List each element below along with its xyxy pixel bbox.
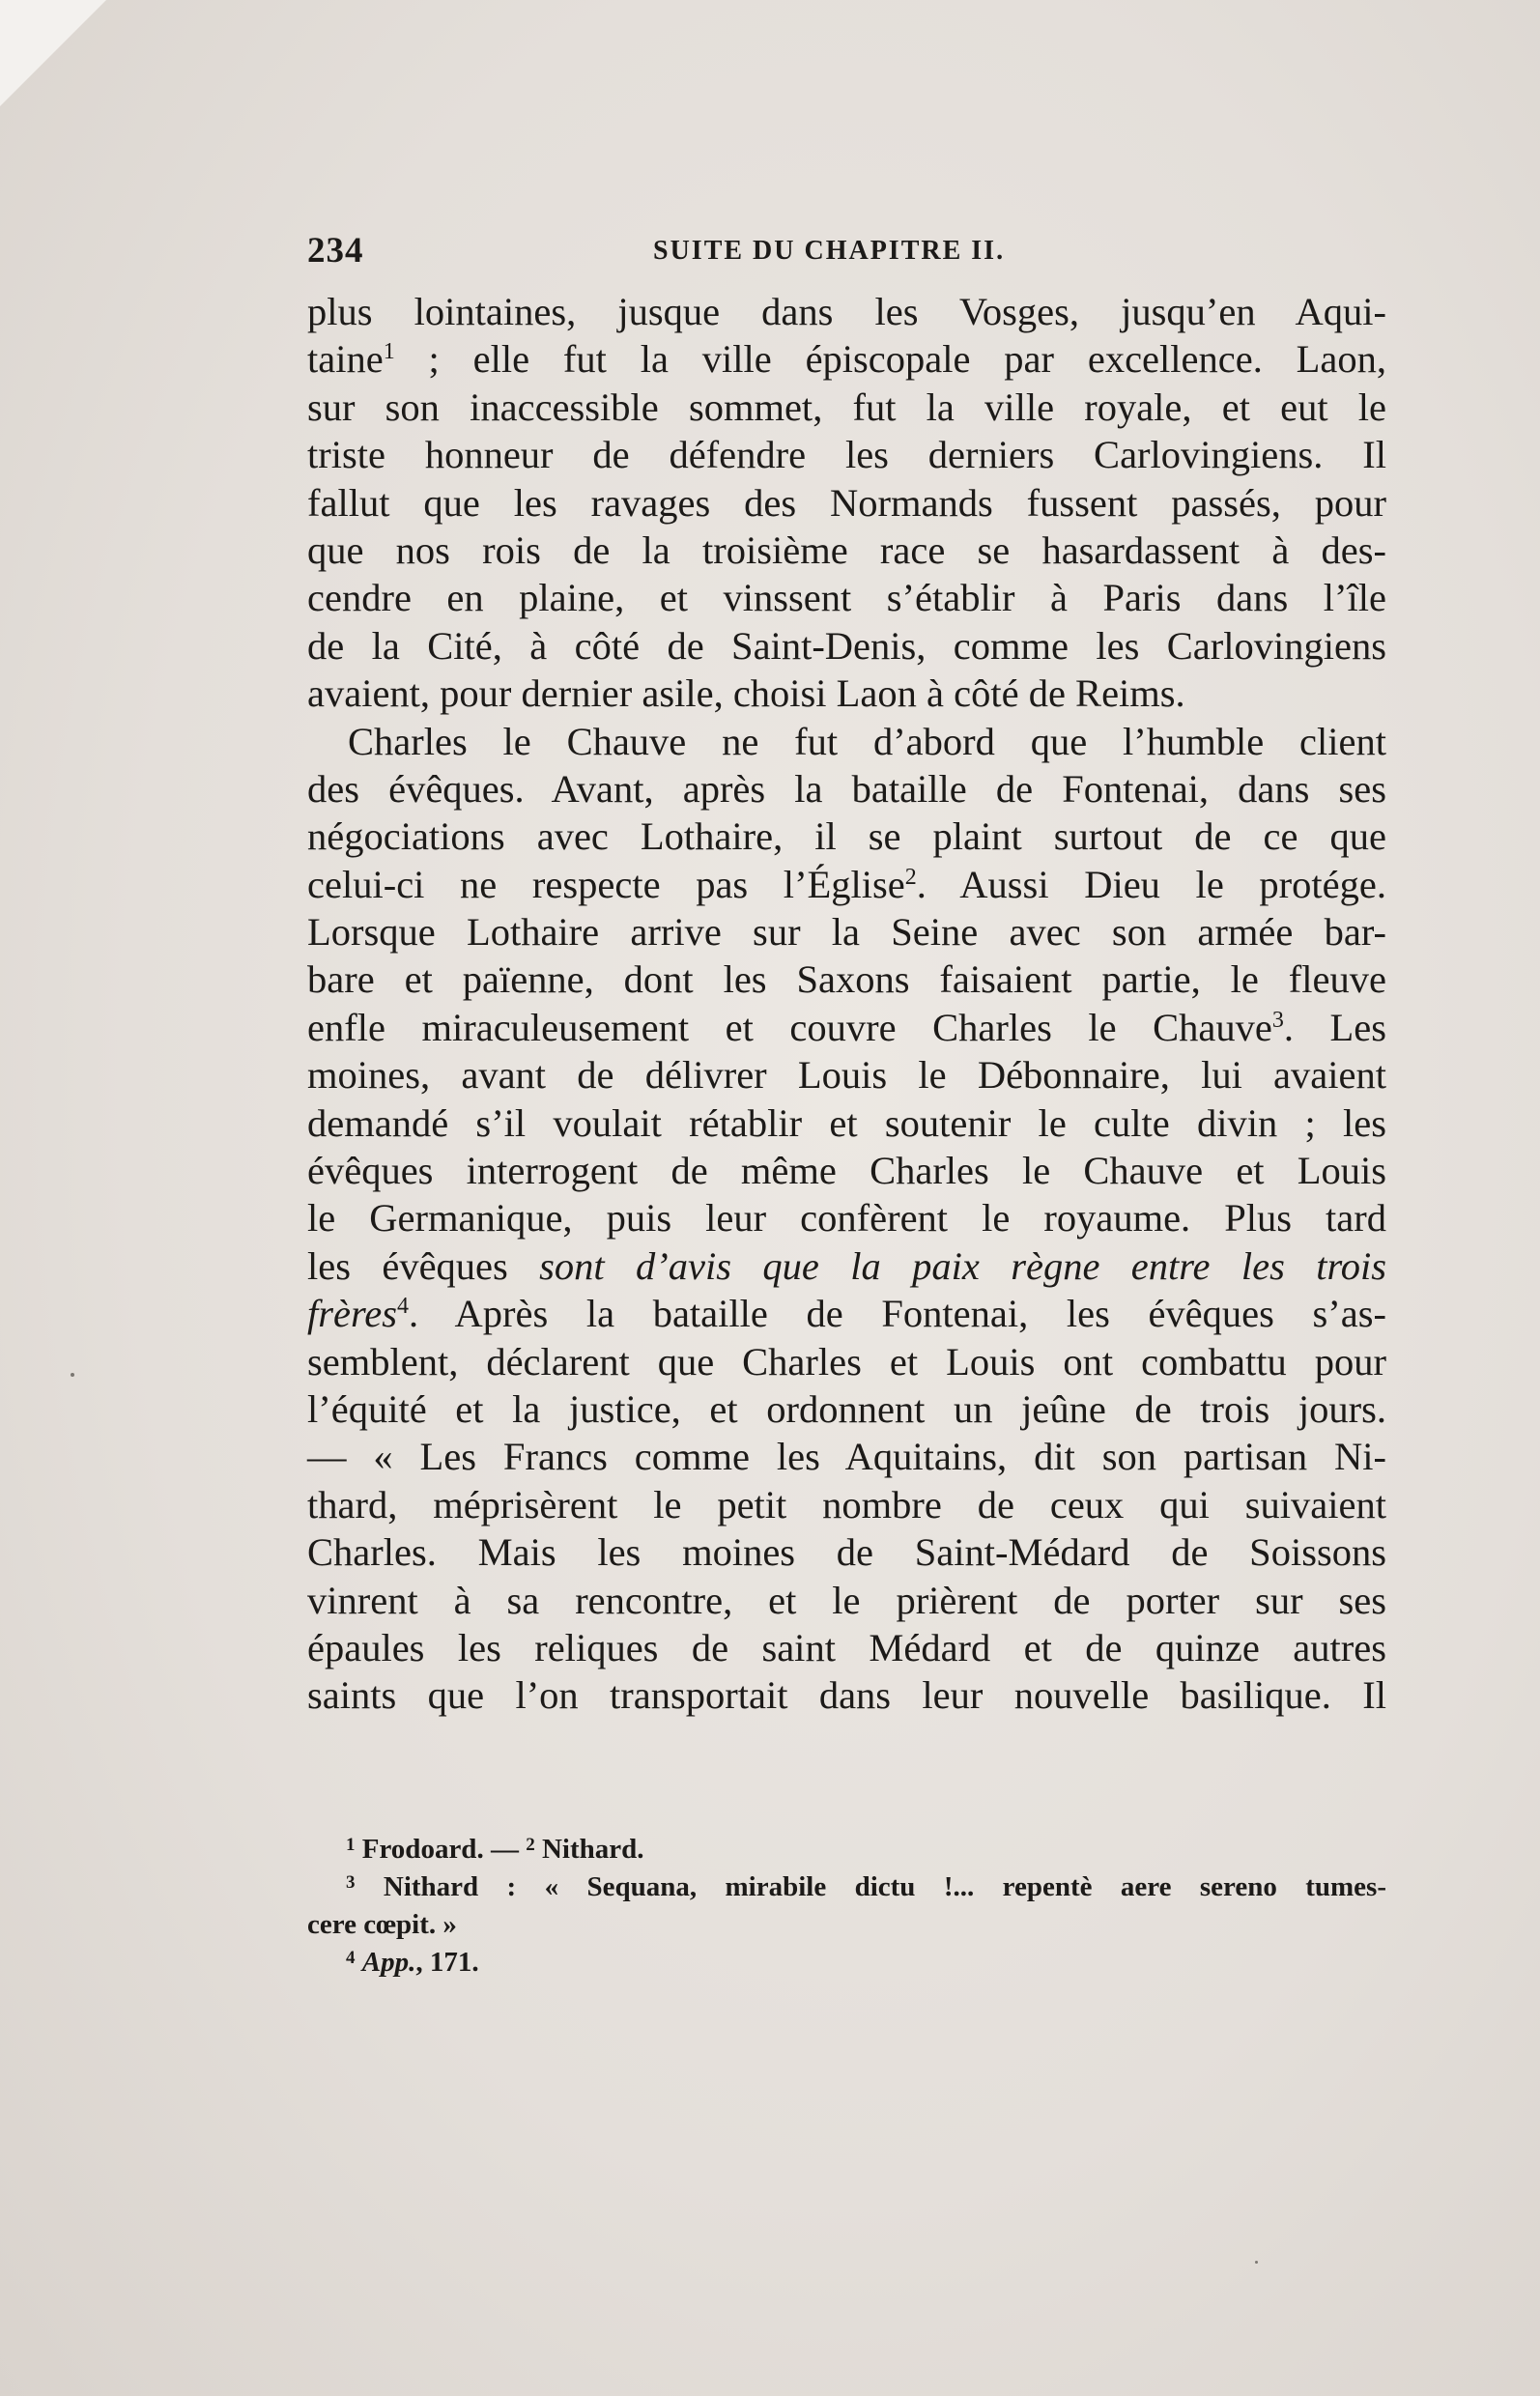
text-line [307, 479, 1386, 527]
text-segment: saints que l’on transportait dans leur nouvelle basilique. Il [307, 1673, 1386, 1718]
text-segment: triste honneur de défendre les derniers Carlovingiens. Il [307, 433, 1386, 477]
text-segment: — « Les Francs comme les Aquitains, dit son partisan Ni- [307, 1435, 1386, 1479]
text-segment: taine [307, 337, 384, 382]
text-segment: semblent, déclarent que Charles et Louis ont combattu pour [307, 1339, 1386, 1383]
text-line [307, 861, 1386, 908]
text-line [307, 908, 1386, 956]
text-line [307, 1671, 1386, 1719]
text-line [307, 431, 1386, 478]
text-line [307, 335, 1386, 383]
text-segment: avaient, pour dernier asile, choisi Laon à côté de Reims. [307, 671, 1185, 716]
text-segment: des évêques. Avant, après la bataille de Fontenai, dans ses [307, 766, 1386, 811]
text-segment: sur son inaccessible sommet, fut la ville royale, et eut le [307, 385, 1386, 429]
text-line [307, 718, 1386, 765]
text-line [307, 1433, 1386, 1480]
text-line [307, 670, 1386, 717]
footnote-number: 4 [346, 1948, 356, 1968]
text-segment: Nithard : « Sequana, mirabile dictu !... repentè aere sereno tumes- [355, 1871, 1386, 1902]
text-segment: cendre en plaine, et vinssent s’établir à Paris dans l’île [307, 576, 1386, 620]
body-text [307, 288, 1386, 1720]
text-segment: évêques interrogent de même Charles le Chauve et Louis [307, 1149, 1386, 1193]
text-segment: Frodoard. — [355, 1834, 527, 1865]
footnote-reference: 2 [904, 864, 917, 890]
text-segment: plus lointaines, jusque dans les Vosges, jusqu’en Aqui- [307, 290, 1386, 333]
text-line [307, 527, 1386, 574]
text-segment: Charles. Mais les moines de Saint-Médard de Soissons [307, 1530, 1386, 1575]
text-line [307, 1099, 1386, 1147]
footnote-line [307, 1906, 1386, 1944]
text-segment: bare et païenne, dont les Saxons faisaient partie, le fleuve [307, 957, 1386, 1002]
footnotes [307, 1831, 1386, 1982]
text-line [307, 813, 1386, 860]
text-segment: , 171. [415, 1947, 479, 1978]
text-line [307, 1004, 1386, 1051]
text-segment: enfle miraculeusement et couvre Charles le Chauve [307, 1005, 1272, 1049]
footnote-line [307, 1831, 1386, 1868]
text-segment: demandé s’il voulait rétablir et soutenir le culte divin ; les [307, 1100, 1386, 1145]
text-segment: . Après la bataille de Fontenai, les évêques s’as- [408, 1292, 1386, 1336]
text-line [307, 1194, 1386, 1241]
text-segment: épaules les reliques de saint Médard et de quinze autres [307, 1625, 1386, 1669]
text-line [307, 1242, 1386, 1290]
running-head: SUITE DU CHAPITRE II. [653, 236, 1006, 266]
text-segment: vinrent à sa rencontre, et le prièrent de porter sur ses [307, 1578, 1386, 1622]
text-segment: thard, méprisèrent le petit nombre de ceux qui suivaient [307, 1482, 1386, 1526]
text-line [307, 1481, 1386, 1528]
text-line [307, 622, 1386, 670]
text-segment: Charles le Chauve ne fut d’abord que l’humble client [348, 719, 1386, 763]
footnote-number: 3 [346, 1872, 356, 1893]
page-corner [0, 0, 106, 106]
text-line [307, 1147, 1386, 1194]
footnote-line [307, 1868, 1386, 1906]
text-line [307, 574, 1386, 621]
paper-speck [1255, 2261, 1258, 2264]
text-line [307, 1624, 1386, 1671]
text-segment: le Germanique, puis leur confèrent le royaume. Plus tard [307, 1196, 1386, 1241]
text-line [307, 956, 1386, 1003]
text-line [307, 1385, 1386, 1433]
footnote-line [307, 1944, 1386, 1982]
text-segment: ; elle fut la ville épiscopale par excellence. Laon, [394, 337, 1386, 382]
text-segment: de la Cité, à côté de Saint-Denis, comme les Carlovingiens [307, 623, 1386, 668]
text-segment: cere cœpit. » [307, 1909, 457, 1940]
text-line [307, 1338, 1386, 1385]
footnote-number: 2 [526, 1835, 535, 1855]
text-segment: que nos rois de la troisième race se hasardassent à des- [307, 528, 1386, 572]
italic-text: frères [307, 1292, 397, 1336]
text-segment: Nithard. [534, 1834, 644, 1865]
page-header [307, 230, 1384, 269]
text-segment: Lorsque Lothaire arrive sur la Seine avec son armée bar- [307, 910, 1386, 955]
text-segment: celui-ci ne respecte pas l’Église [307, 862, 905, 906]
text-segment: les évêques [307, 1243, 540, 1288]
text-segment: l’équité et la justice, et ordonnent un jeûne de trois jours. [307, 1386, 1386, 1431]
text-segment: . Aussi Dieu le protége. [916, 862, 1386, 906]
text-line [307, 288, 1386, 335]
footnote-reference: 3 [1271, 1007, 1284, 1033]
text-segment [356, 1947, 362, 1978]
text-segment: moines, avant de délivrer Louis le Débonnaire, lui avaient [307, 1053, 1386, 1098]
italic-text: App. [361, 1947, 416, 1978]
text-line [307, 384, 1386, 431]
text-line [307, 1577, 1386, 1624]
footnote-reference: 1 [383, 339, 395, 365]
text-segment: . Les [1283, 1005, 1386, 1049]
footnote-number: 1 [346, 1835, 356, 1855]
text-segment: fallut que les ravages des Normands fussent passés, pour [307, 480, 1386, 525]
text-segment: négociations avec Lothaire, il se plaint surtout de ce que [307, 814, 1386, 859]
footnote-reference: 4 [396, 1294, 409, 1320]
italic-text: sont d’avis que la paix règne entre les trois [539, 1243, 1386, 1288]
text-line [307, 1528, 1386, 1576]
paper-speck [71, 1373, 74, 1377]
text-line [307, 1051, 1386, 1098]
text-line [307, 765, 1386, 813]
page-number: 234 [307, 231, 364, 271]
text-line [307, 1290, 1386, 1337]
